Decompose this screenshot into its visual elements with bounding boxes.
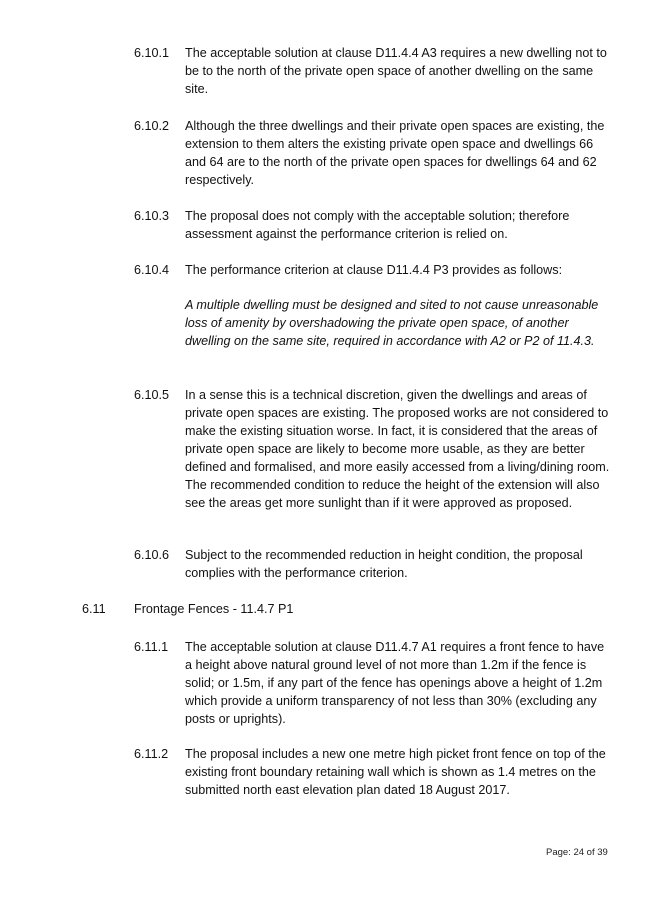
section-title: Frontage Fences - 11.4.7 P1 (134, 602, 294, 616)
clause-text: The proposal does not comply with the acceptable solution; therefore assessment against the performance criterion is relied on. (185, 209, 570, 241)
clause-number: 6.10.5 (134, 388, 170, 402)
clause-number: 6.10.1 (134, 46, 170, 60)
clause-number: 6.10.4 (134, 263, 170, 277)
clause-text: The proposal includes a new one metre high picket front fence on top of the existing front boundary retaining wall which is shown as 1.4 metres on the submitted north east elevation plan dated 18 August 2017. (185, 747, 606, 797)
quoted-criterion: A multiple dwelling must be designed and sited to not cause unreasonable loss of amenity by overshadowing the private open space, of another dwelling on the same site, required in accordance with A2 or P2 of 11.4.3. (185, 298, 599, 348)
clause-number: 6.11.2 (134, 747, 169, 761)
clause-text: The acceptable solution at clause D11.4.4 A3 requires a new dwelling not to be to the north of the private open space of another dwelling on the same site. (185, 46, 607, 96)
clause-number: 6.11.1 (134, 640, 169, 654)
clause-text: The performance criterion at clause D11.4.4 P3 provides as follows: (185, 263, 563, 277)
section-number: 6.11 (82, 602, 106, 616)
clause-text: Subject to the recommended reduction in height condition, the proposal complies with the performance criterion. (185, 548, 583, 580)
clause-text: In a sense this is a technical discretion, given the dwellings and areas of private open spaces are existing. The proposed works are not considered to make the existing situation worse. In fact, it is considered that the areas of private open space are likely to become more usable, as they are better defined and formalised, and more easily accessed from a living/dining room. The recommended condition to reduce the height of the extension will also see the areas get more sunlight than if it were approved as proposed. (185, 388, 610, 510)
clause-number: 6.10.3 (134, 209, 170, 223)
clause-text: Although the three dwellings and their private open spaces are existing, the extension to them alters the existing private open space and dwellings 66 and 64 are to the north of the private open spaces for dwellings 64 and 62 respectively. (185, 119, 605, 187)
clause-text: The acceptable solution at clause D11.4.7 A1 requires a front fence to have a height above natural ground level of not more than 1.2m if the fence is solid; or 1.5m, if any part of the fence has openings above a height of 1.2m which provide a uniform transparency of not less than 30% (excluding any posts or uprights). (185, 640, 605, 726)
clause-number: 6.10.6 (134, 548, 170, 562)
page-number: Page: 24 of 39 (546, 847, 608, 858)
clause-number: 6.10.2 (134, 119, 170, 133)
